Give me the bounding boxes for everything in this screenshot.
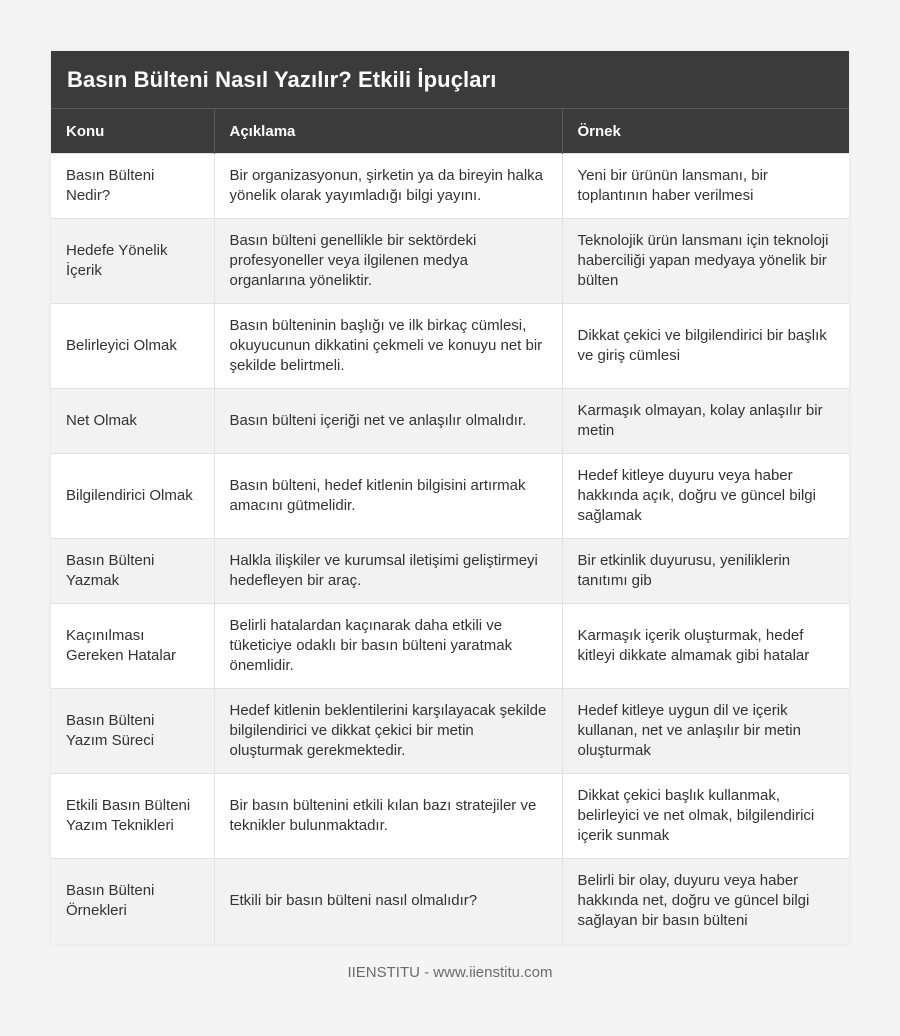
footer-credit: IIENSTITU - www.iienstitu.com [347,964,553,981]
description-cell: Basın bülteni içeriği net ve anlaşılır olmalıdır. [214,389,562,454]
description-cell: Hedef kitlenin beklentilerini karşılayacak şekilde bilgilendirici ve dikkat çekici bir metin oluşturmak gerekmektedir. [214,689,562,774]
example-cell: Bir etkinlik duyurusu, yeniliklerin tanıtımı gib [562,539,849,604]
description-cell: Etkili bir basın bülteni nasıl olmalıdır? [214,859,562,944]
example-cell: Teknolojik ürün lansmanı için teknoloji haberciliği yapan medyaya yönelik bir bülten [562,219,849,304]
table-row [51,154,849,219]
table-row [51,454,849,539]
topic-cell: Kaçınılması Gereken Hatalar [51,604,214,689]
table-row [51,539,849,604]
description-cell: Basın bülteni genellikle bir sektördeki profesyoneller veya ilgilenen medya organlarına yöneliktir. [214,219,562,304]
example-cell: Belirli bir olay, duyuru veya haber hakkında net, doğru ve güncel bilgi sağlayan bir basın bülteni [562,859,849,944]
description-cell: Halkla ilişkiler ve kurumsal iletişimi geliştirmeyi hedefleyen bir araç. [214,539,562,604]
tips-table [51,108,849,944]
topic-cell: Basın Bülteni Örnekleri [51,859,214,944]
topic-cell: Hedefe Yönelik İçerik [51,219,214,304]
topic-cell: Bilgilendirici Olmak [51,454,214,539]
column-header-aciklama: Açıklama [214,109,562,154]
example-cell: Dikkat çekici başlık kullanmak, belirleyici ve net olmak, bilgilendirici içerik sunmak [562,774,849,859]
description-cell: Basın bülteninin başlığı ve ilk birkaç cümlesi, okuyucunun dikkatini çekmeli ve konuyu net bir şekilde belirtmeli. [214,304,562,389]
example-cell: Hedef kitleye uygun dil ve içerik kullanan, net ve anlaşılır bir metin oluşturmak [562,689,849,774]
table-row [51,304,849,389]
table-header-row [51,109,849,154]
example-cell: Dikkat çekici ve bilgilendirici bir başlık ve giriş cümlesi [562,304,849,389]
topic-cell: Net Olmak [51,389,214,454]
example-cell: Karmaşık olmayan, kolay anlaşılır bir metin [562,389,849,454]
page-title: Basın Bülteni Nasıl Yazılır? Etkili İpuçları [51,51,849,108]
description-cell: Bir organizasyonun, şirketin ya da bireyin halka yönelik olarak yayımladığı bilgi yayını. [214,154,562,219]
table-card [51,51,849,944]
topic-cell: Belirleyici Olmak [51,304,214,389]
topic-cell: Basın Bülteni Yazmak [51,539,214,604]
example-cell: Hedef kitleye duyuru veya haber hakkında açık, doğru ve güncel bilgi sağlamak [562,454,849,539]
table-row [51,689,849,774]
column-header-konu: Konu [51,109,214,154]
table-row [51,774,849,859]
topic-cell: Basın Bülteni Nedir? [51,154,214,219]
column-header-ornek: Örnek [562,109,849,154]
description-cell: Belirli hatalardan kaçınarak daha etkili ve tüketiciye odaklı bir basın bülteni yaratmak önemlidir. [214,604,562,689]
table-row [51,389,849,454]
example-cell: Karmaşık içerik oluşturmak, hedef kitleyi dikkate almamak gibi hatalar [562,604,849,689]
table-row [51,604,849,689]
description-cell: Basın bülteni, hedef kitlenin bilgisini artırmak amacını gütmelidir. [214,454,562,539]
topic-cell: Basın Bülteni Yazım Süreci [51,689,214,774]
table-row [51,219,849,304]
description-cell: Bir basın bültenini etkili kılan bazı stratejiler ve teknikler bulunmaktadır. [214,774,562,859]
table-row [51,859,849,944]
topic-cell: Etkili Basın Bülteni Yazım Teknikleri [51,774,214,859]
example-cell: Yeni bir ürünün lansmanı, bir toplantının haber verilmesi [562,154,849,219]
